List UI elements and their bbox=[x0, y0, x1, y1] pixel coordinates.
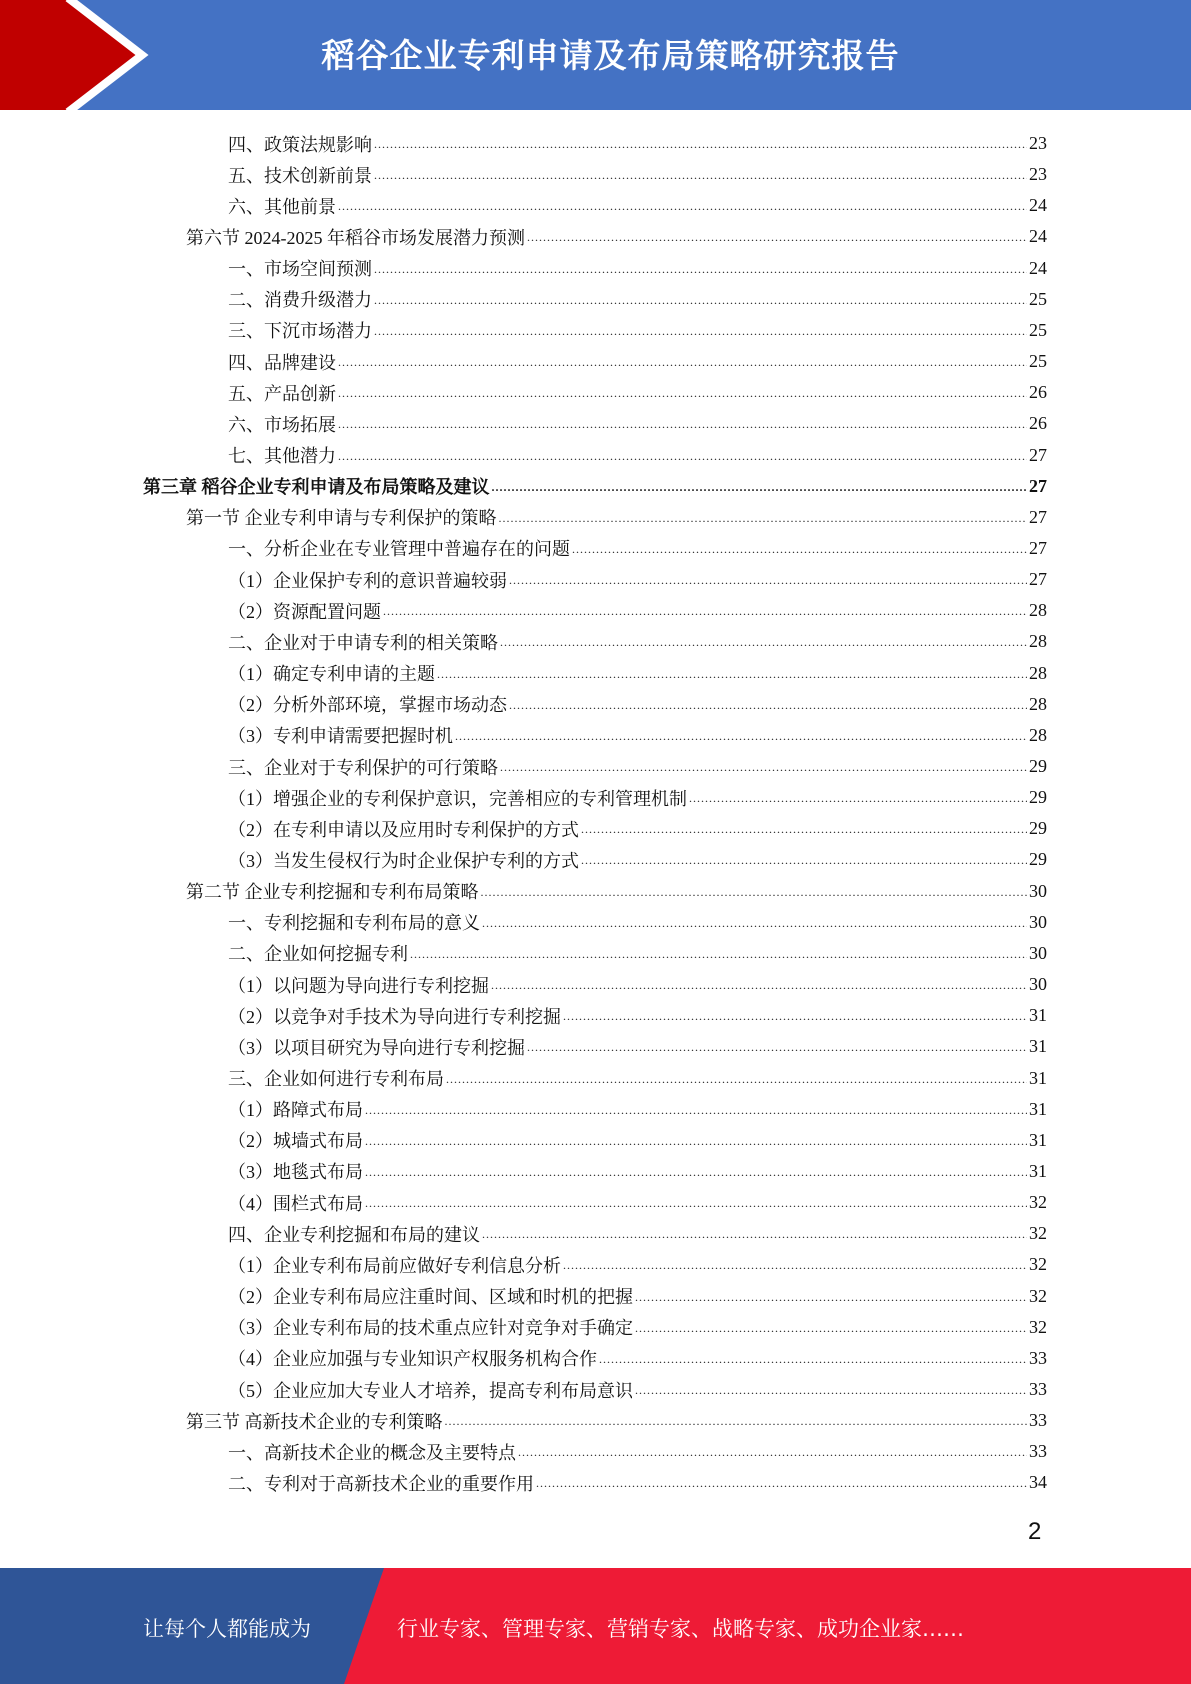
page-header bbox=[0, 0, 1191, 110]
toc-item-entry[interactable] bbox=[228, 751, 1047, 782]
toc-entry-page: 25 bbox=[1029, 288, 1047, 309]
toc-item-entry[interactable] bbox=[228, 315, 1047, 346]
toc-dot-leader bbox=[492, 480, 1028, 502]
toc-dot-leader bbox=[509, 573, 1027, 595]
toc-entry-title: （3）地毯式布局 bbox=[228, 1162, 363, 1183]
toc-entry-title: （2）企业专利布局应注重时间、区域和时机的把握 bbox=[228, 1287, 633, 1308]
toc-entry-page: 28 bbox=[1029, 631, 1047, 652]
toc-entry-page: 29 bbox=[1029, 787, 1047, 808]
toc-dot-leader bbox=[437, 667, 1027, 689]
toc-entry-page: 31 bbox=[1029, 1036, 1047, 1057]
toc-dot-leader bbox=[481, 885, 1028, 907]
toc-item-entry[interactable] bbox=[228, 720, 1047, 751]
toc-entry-title: 四、企业专利挖掘和布局的建议 bbox=[228, 1224, 480, 1245]
toc-entry-page: 31 bbox=[1029, 1098, 1047, 1119]
toc-entry-page: 31 bbox=[1029, 1160, 1047, 1181]
toc-dot-leader bbox=[445, 1414, 1028, 1436]
toc-entry-title: （1）以问题为导向进行专利挖掘 bbox=[228, 975, 489, 996]
toc-dot-leader bbox=[365, 1165, 1027, 1187]
toc-item-entry[interactable] bbox=[228, 533, 1047, 564]
toc-item-entry[interactable] bbox=[228, 408, 1047, 439]
toc-entry-title: （2）在专利申请以及应用时专利保护的方式 bbox=[228, 819, 579, 840]
toc-entry-page: 27 bbox=[1029, 537, 1047, 558]
toc-entry-page: 31 bbox=[1029, 1005, 1047, 1026]
toc-item-entry[interactable] bbox=[228, 1436, 1047, 1467]
page-number: 2 bbox=[1028, 1518, 1042, 1545]
toc-entry-title: 一、专利挖掘和专利布局的意义 bbox=[228, 913, 480, 934]
toc-dot-leader bbox=[374, 168, 1027, 190]
toc-entry-page: 33 bbox=[1029, 1410, 1047, 1431]
toc-section-entry[interactable] bbox=[186, 876, 1047, 907]
toc-dot-leader bbox=[536, 1476, 1027, 1498]
toc-entry-title: （2）以竞争对手技术为导向进行专利挖掘 bbox=[228, 1006, 561, 1027]
toc-dot-leader bbox=[338, 355, 1027, 377]
toc-item-entry[interactable] bbox=[228, 1374, 1047, 1405]
toc-item-entry[interactable] bbox=[228, 1249, 1047, 1280]
toc-entry-page: 30 bbox=[1029, 880, 1047, 901]
toc-entry-title: 一、高新技术企业的概念及主要特点 bbox=[228, 1442, 516, 1463]
toc-item-entry[interactable] bbox=[228, 1343, 1047, 1374]
toc-entry-title: （5）企业应加大专业人才培养，提高专利布局意识 bbox=[228, 1380, 633, 1401]
toc-entry-title: （1）企业专利布局前应做好专利信息分析 bbox=[228, 1255, 561, 1276]
toc-dot-leader bbox=[410, 947, 1027, 969]
toc-dot-leader bbox=[527, 1040, 1027, 1062]
toc-entry-title: 五、技术创新前景 bbox=[228, 165, 372, 186]
toc-dot-leader bbox=[518, 1445, 1027, 1467]
toc-entry-page: 27 bbox=[1029, 506, 1047, 527]
toc-item-entry[interactable] bbox=[228, 346, 1047, 377]
toc-dot-leader bbox=[374, 137, 1027, 159]
toc-entry-page: 32 bbox=[1029, 1285, 1047, 1306]
toc-item-entry[interactable] bbox=[228, 1281, 1047, 1312]
toc-entry-page: 30 bbox=[1029, 911, 1047, 932]
toc-entry-page: 26 bbox=[1029, 413, 1047, 434]
toc-entry-page: 28 bbox=[1029, 662, 1047, 683]
toc-item-entry[interactable] bbox=[228, 128, 1047, 159]
toc-dot-leader bbox=[338, 386, 1027, 408]
toc-entry-page: 31 bbox=[1029, 1129, 1047, 1150]
toc-entry-title: 四、品牌建设 bbox=[228, 352, 336, 373]
toc-dot-leader bbox=[374, 262, 1027, 284]
toc-entry-title: 二、消费升级潜力 bbox=[228, 290, 372, 311]
toc-dot-leader bbox=[500, 635, 1027, 657]
toc-dot-leader bbox=[689, 791, 1027, 813]
toc-item-entry[interactable] bbox=[228, 595, 1047, 626]
toc-item-entry[interactable] bbox=[228, 159, 1047, 190]
toc-entry-title: （3）专利申请需要把握时机 bbox=[228, 726, 453, 747]
toc-entry-title: （2）城墙式布局 bbox=[228, 1131, 363, 1152]
toc-entry-page: 25 bbox=[1029, 319, 1047, 340]
toc-dot-leader bbox=[365, 1134, 1027, 1156]
toc-entry-page: 33 bbox=[1029, 1347, 1047, 1368]
toc-item-entry[interactable] bbox=[228, 782, 1047, 813]
toc-entry-page: 32 bbox=[1029, 1192, 1047, 1213]
toc-dot-leader bbox=[365, 1196, 1027, 1218]
toc-dot-leader bbox=[563, 1258, 1027, 1280]
toc-entry-page: 24 bbox=[1029, 257, 1047, 278]
toc-dot-leader bbox=[338, 417, 1027, 439]
toc-entry-page: 31 bbox=[1029, 1067, 1047, 1088]
toc-item-entry[interactable] bbox=[228, 1156, 1047, 1187]
toc-entry-title: （2）分析外部环境，掌握市场动态 bbox=[228, 695, 507, 716]
toc-entry-page: 29 bbox=[1029, 818, 1047, 839]
toc-item-entry[interactable] bbox=[228, 190, 1047, 221]
toc-entry-title: 一、市场空间预测 bbox=[228, 259, 372, 280]
toc-entry-title: 五、产品创新 bbox=[228, 383, 336, 404]
toc-dot-leader bbox=[581, 853, 1027, 875]
toc-item-entry[interactable] bbox=[228, 1000, 1047, 1031]
footer-slogan-left: 让每个人都能成为 bbox=[143, 1617, 311, 1641]
footer-slogan-right: 行业专家、管理专家、营销专家、战略专家、成功企业家…… bbox=[397, 1617, 964, 1641]
toc-dot-leader bbox=[563, 1009, 1027, 1031]
toc-entry-title: 第六节 2024-2025 年稻谷市场发展潜力预测 bbox=[186, 227, 525, 248]
toc-item-entry[interactable] bbox=[228, 813, 1047, 844]
toc-dot-leader bbox=[365, 1103, 1027, 1125]
toc-item-entry[interactable] bbox=[228, 1031, 1047, 1062]
page-footer bbox=[0, 1568, 1191, 1684]
toc-entry-title: （3）当发生侵权行为时企业保护专利的方式 bbox=[228, 850, 579, 871]
toc-item-entry[interactable] bbox=[228, 907, 1047, 938]
toc-item-entry[interactable] bbox=[228, 253, 1047, 284]
report-title: 稻谷企业专利申请及布局策略研究报告 bbox=[321, 36, 900, 75]
toc-dot-leader bbox=[383, 604, 1027, 626]
toc-entry-title: （1）路障式布局 bbox=[228, 1100, 363, 1121]
toc-dot-leader bbox=[572, 542, 1027, 564]
toc-dot-leader bbox=[446, 1072, 1027, 1094]
toc-entry-page: 28 bbox=[1029, 693, 1047, 714]
toc-entry-title: 六、市场拓展 bbox=[228, 414, 336, 435]
toc-entry-page: 28 bbox=[1029, 724, 1047, 745]
toc-entry-page: 23 bbox=[1029, 164, 1047, 185]
toc-entry-title: 二、企业对于申请专利的相关策略 bbox=[228, 632, 498, 653]
toc-entry-title: 二、企业如何挖掘专利 bbox=[228, 944, 408, 965]
toc-entry-page: 33 bbox=[1029, 1379, 1047, 1399]
toc-dot-leader bbox=[635, 1383, 1027, 1405]
toc-entry-page: 33 bbox=[1029, 1441, 1047, 1462]
toc-dot-leader bbox=[374, 293, 1027, 315]
toc-entry-title: 三、下沉市场潜力 bbox=[228, 321, 372, 342]
toc-dot-leader bbox=[635, 1321, 1027, 1343]
toc-entry-page: 30 bbox=[1029, 974, 1047, 995]
toc-dot-leader bbox=[500, 760, 1027, 782]
toc-entry-title: （1）增强企业的专利保护意识，完善相应的专利管理机制 bbox=[228, 788, 687, 809]
toc-item-entry[interactable] bbox=[228, 658, 1047, 689]
toc-entry-page: 32 bbox=[1029, 1316, 1047, 1337]
toc-entry-title: （4）围栏式布局 bbox=[228, 1193, 363, 1214]
toc-dot-leader bbox=[599, 1352, 1027, 1374]
toc-entry-title: 四、政策法规影响 bbox=[228, 134, 372, 155]
toc-entry-page: 26 bbox=[1029, 382, 1047, 403]
toc-entry-page: 29 bbox=[1029, 849, 1047, 870]
toc-section-entry[interactable] bbox=[186, 502, 1047, 533]
toc-dot-leader bbox=[338, 449, 1027, 471]
toc-entry-page: 24 bbox=[1029, 195, 1047, 216]
toc-entry-title: （4）企业应加强与专业知识产权服务机构合作 bbox=[228, 1349, 597, 1370]
toc-dot-leader bbox=[635, 1290, 1027, 1312]
toc-entry-title: （2）资源配置问题 bbox=[228, 601, 381, 622]
toc-entry-title: 三、企业对于专利保护的可行策略 bbox=[228, 757, 498, 778]
toc-entry-page: 27 bbox=[1029, 444, 1047, 465]
toc-entry-title: 七、其他潜力 bbox=[228, 446, 336, 466]
toc-entry-title: 第三节 高新技术企业的专利策略 bbox=[186, 1411, 443, 1432]
toc-entry-title: （1）企业保护专利的意识普遍较弱 bbox=[228, 570, 507, 591]
toc-item-entry[interactable] bbox=[228, 938, 1047, 969]
toc-item-entry[interactable] bbox=[228, 1094, 1047, 1125]
toc-item-entry[interactable] bbox=[228, 689, 1047, 720]
toc-entry-page: 29 bbox=[1029, 756, 1047, 776]
toc-entry-page: 30 bbox=[1029, 942, 1047, 963]
toc-section-entry[interactable] bbox=[186, 221, 1047, 252]
toc-item-entry[interactable] bbox=[228, 1218, 1047, 1249]
toc-entry-page: 23 bbox=[1029, 133, 1047, 153]
toc-dot-leader bbox=[581, 822, 1027, 844]
toc-item-entry[interactable] bbox=[228, 969, 1047, 1000]
toc-entry-page: 32 bbox=[1029, 1223, 1047, 1244]
toc-item-entry[interactable] bbox=[228, 1063, 1047, 1094]
toc-entry-page: 32 bbox=[1029, 1254, 1047, 1275]
toc-dot-leader bbox=[482, 916, 1027, 938]
toc-dot-leader bbox=[374, 324, 1027, 346]
toc-entry-title: 第一节 企业专利申请与专利保护的策略 bbox=[186, 508, 497, 529]
toc-section-entry[interactable] bbox=[186, 1405, 1047, 1436]
toc-item-entry[interactable] bbox=[228, 1312, 1047, 1343]
toc-entry-title: （3）企业专利布局的技术重点应针对竞争对手确定 bbox=[228, 1318, 633, 1339]
toc-entry-title: 三、企业如何进行专利布局 bbox=[228, 1069, 444, 1089]
toc-dot-leader bbox=[491, 978, 1027, 1000]
toc-entry-page: 25 bbox=[1029, 351, 1047, 372]
toc-item-entry[interactable] bbox=[228, 844, 1047, 875]
toc-chapter-entry[interactable] bbox=[143, 471, 1047, 502]
toc-item-entry[interactable] bbox=[228, 626, 1047, 657]
toc-dot-leader bbox=[509, 698, 1027, 720]
toc-entry-title: 第三章 稻谷企业专利申请及布局策略及建议 bbox=[143, 477, 490, 498]
toc-entry-title: 第二节 企业专利挖掘和专利布局策略 bbox=[186, 882, 479, 903]
toc-item-entry[interactable] bbox=[228, 1187, 1047, 1218]
toc-item-entry[interactable] bbox=[228, 1125, 1047, 1156]
toc-entry-title: （1）确定专利申请的主题 bbox=[228, 664, 435, 685]
toc-entry-page: 34 bbox=[1029, 1472, 1047, 1493]
toc-dot-leader bbox=[455, 729, 1027, 751]
toc-entry-title: 一、分析企业在专业管理中普遍存在的问题 bbox=[228, 539, 570, 560]
toc-item-entry[interactable] bbox=[228, 1467, 1047, 1498]
toc-entry-title: （3）以项目研究为导向进行专利挖掘 bbox=[228, 1037, 525, 1058]
toc-entry-page: 28 bbox=[1029, 600, 1047, 621]
toc-entry-page: 27 bbox=[1029, 569, 1047, 590]
toc-item-entry[interactable] bbox=[228, 377, 1047, 408]
toc-entry-page: 24 bbox=[1029, 226, 1047, 247]
toc-dot-leader bbox=[338, 199, 1027, 221]
toc-dot-leader bbox=[499, 511, 1028, 533]
toc-item-entry[interactable] bbox=[228, 564, 1047, 595]
toc-item-entry[interactable] bbox=[228, 440, 1047, 471]
toc-dot-leader bbox=[527, 230, 1027, 252]
toc-entry-title: 六、其他前景 bbox=[228, 196, 336, 217]
toc-item-entry[interactable] bbox=[228, 284, 1047, 315]
toc-dot-leader bbox=[482, 1227, 1027, 1249]
toc-entry-page: 27 bbox=[1029, 475, 1047, 496]
toc-entry-title: 二、专利对于高新技术企业的重要作用 bbox=[228, 1473, 534, 1494]
